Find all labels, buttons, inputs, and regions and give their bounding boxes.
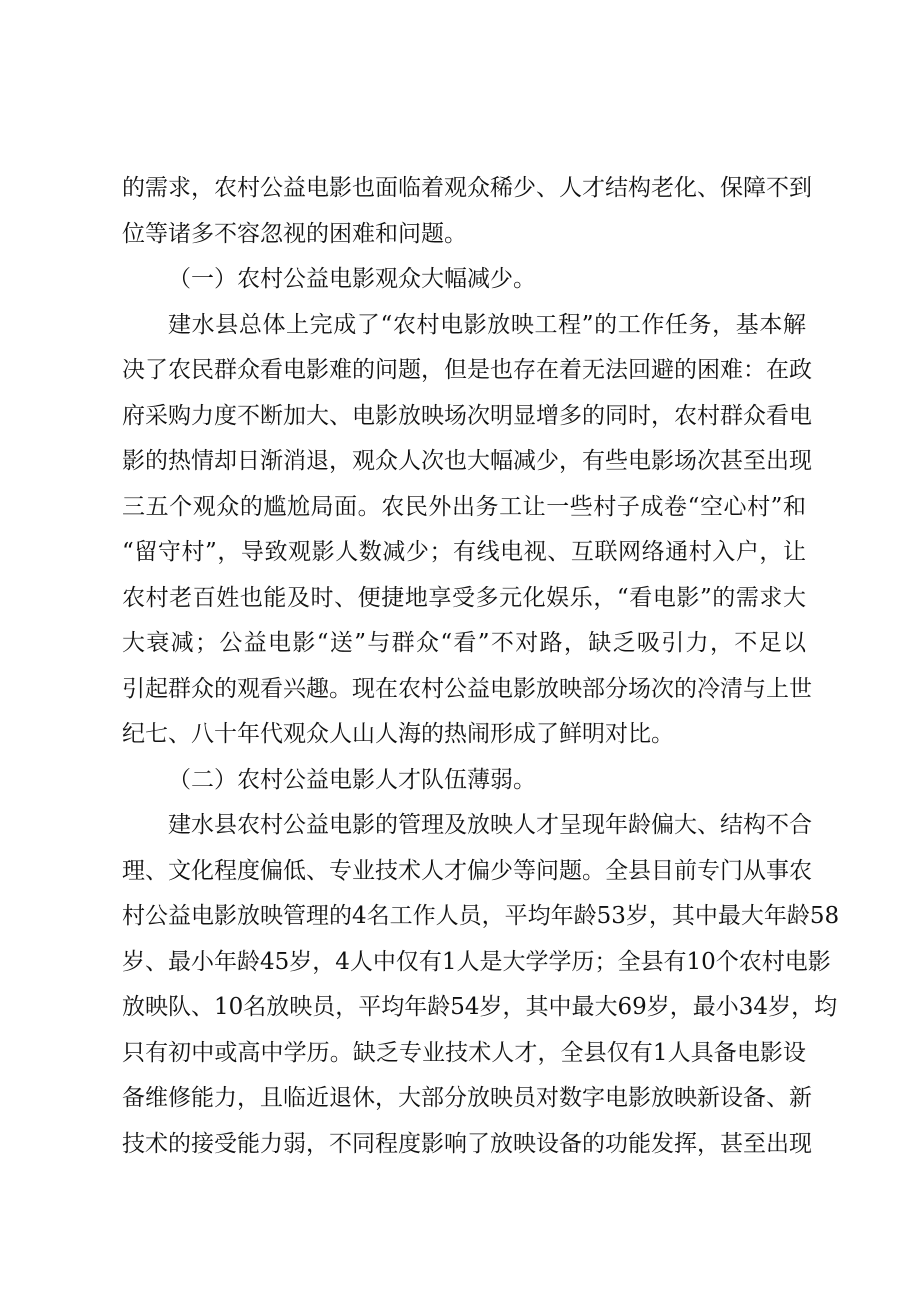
body-line: 放映队、10名放映员，平均年龄54岁，其中最大69岁，最小34岁，均: [122, 994, 838, 1020]
body-line: “留守村”，导致观影人数减少；有线电视、互联网络通村入户，让: [122, 539, 806, 565]
body-line: 岁、最小年龄45岁，4人中仅有1人是大学学历；全县有10个农村电影: [122, 948, 831, 975]
body-line: 府采购力度不断加大、电影放映场次明显增多的同时，农村群众看电: [122, 402, 812, 429]
body-line: 大衰减；公益电影“送”与群众“看”不对路，缺乏吸引力，不足以: [122, 630, 806, 656]
section-heading-1: （一）农村公益电影观众大幅减少。: [168, 266, 536, 292]
document-body: [122, 166, 840, 1167]
body-line: 的需求，农村公益电影也面临着观众稀少、人才结构老化、保障不到: [122, 175, 812, 201]
body-line: 备维修能力，且临近退休，大部分放映员对数字电影放映新设备、新: [122, 1085, 812, 1111]
body-line: 位等诸多不容忽视的困难和问题。: [122, 220, 467, 247]
body-line: 建水县农村公益电影的管理及放映人才呈现年龄偏大、结构不合: [168, 812, 812, 838]
body-line: 影的热情却日渐消退，观众人次也大幅减少，有些电影场次甚至出现: [122, 448, 812, 474]
body-line: 决了农民群众看电影难的问题，但是也存在着无法回避的困难：在政: [122, 357, 812, 383]
body-line: 引起群众的观看兴趣。现在农村公益电影放映部分场次的冷清与上世: [122, 675, 812, 702]
body-line: 理、文化程度偏低、专业技术人才偏少等问题。全县目前专门从事农: [122, 857, 812, 884]
body-line: 建水县总体上完成了“农村电影放映工程”的工作任务，基本解: [168, 311, 806, 338]
body-line: 村公益电影放映管理的4名工作人员，平均年龄53岁，其中最大年龄58: [122, 903, 840, 929]
body-line: 三五个观众的尴尬局面。农民外出务工让一些村子成卷“空心村”和: [122, 493, 806, 520]
body-line: 技术的接受能力弱，不同程度影响了放映设备的功能发挥，甚至出现: [122, 1130, 812, 1157]
body-line: 纪七、八十年代观众人山人海的热闹形成了鲜明对比。: [122, 721, 674, 747]
section-heading-2: （二）农村公益电影人才队伍薄弱。: [168, 766, 536, 793]
body-line: 农村老百姓也能及时、便捷地享受多元化娱乐，“看电影”的需求大: [122, 584, 806, 611]
body-line: 只有初中或高中学历。缺乏专业技术人才，全县仅有1人具备电影设: [122, 1039, 806, 1066]
